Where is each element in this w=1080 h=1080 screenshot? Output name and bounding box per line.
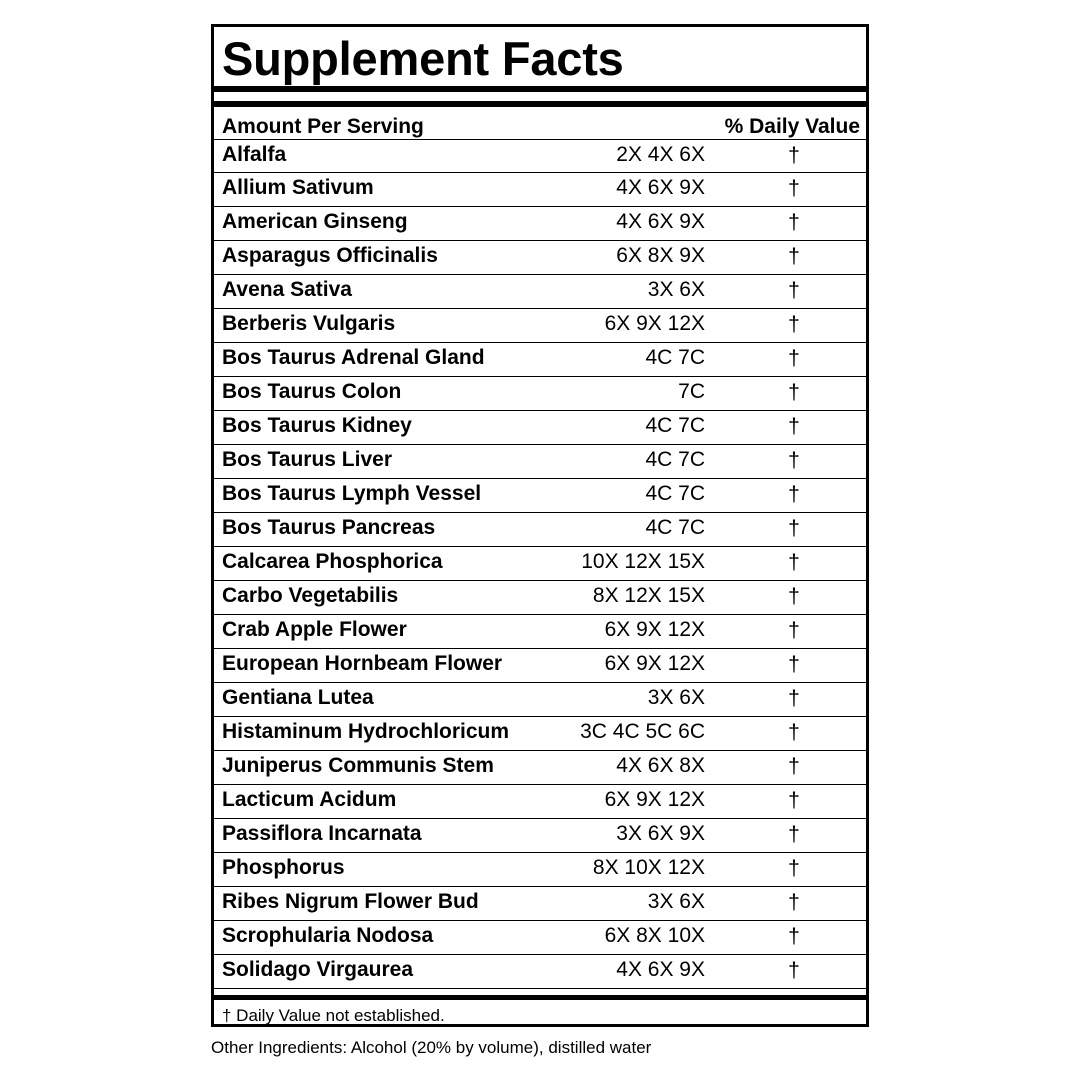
ingredient-name: American Ginseng [222,210,408,233]
ingredient-name: Bos Taurus Adrenal Gland [222,346,485,369]
ingredient-table [214,140,866,989]
ingredient-potency: 4C 7C [645,414,705,437]
ingredient-name: Bos Taurus Lymph Vessel [222,482,482,505]
ingredient-potency: 3X 6X [647,686,705,709]
ingredient-name: Allium Sativum [222,176,374,199]
table-row [214,309,866,343]
ingredient-name: Passiflora Incarnata [222,822,422,845]
daily-value-dagger: † [788,449,800,472]
daily-value-dagger: † [788,313,800,336]
daily-value-dagger: † [788,721,800,744]
ingredient-name: Avena Sativa [222,278,352,301]
thick-divider-bottom [214,995,866,1000]
ingredient-potency: 4X 6X 9X [616,958,705,981]
ingredient-potency: 6X 9X 12X [604,652,705,675]
ingredient-name: European Hornbeam Flower [222,652,503,675]
daily-value-dagger: † [788,619,800,642]
daily-value-dagger: † [788,789,800,812]
daily-value-dagger: † [788,891,800,914]
table-row [214,241,866,275]
daily-value-dagger: † [788,755,800,778]
daily-value-dagger: † [788,653,800,676]
table-row [214,717,866,751]
amount-per-serving-header: Amount Per Serving [222,115,424,138]
ingredient-potency: 3C 4C 5C 6C [580,720,705,743]
table-row [214,853,866,887]
ingredient-potency: 4C 7C [645,516,705,539]
ingredient-potency: 4C 7C [645,346,705,369]
ingredient-name: Berberis Vulgaris [222,312,396,335]
table-row [214,615,866,649]
table-row [214,955,866,989]
ingredient-name: Bos Taurus Liver [222,448,392,471]
daily-value-dagger: † [788,585,800,608]
table-row [214,785,866,819]
table-row [214,275,866,309]
supplement-facts-panel [211,24,869,1027]
ingredient-potency: 7C [678,380,705,403]
table-row [214,649,866,683]
ingredient-name: Carbo Vegetabilis [222,584,399,607]
daily-value-dagger: † [788,144,800,167]
column-header-row [214,107,866,140]
table-row [214,343,866,377]
daily-value-footnote: † Daily Value not established. [222,1006,445,1025]
daily-value-dagger: † [788,925,800,948]
table-row [214,751,866,785]
table-row [214,921,866,955]
ingredient-name: Histaminum Hydrochloricum [222,720,510,743]
ingredient-potency: 8X 12X 15X [592,584,705,607]
ingredient-potency: 6X 9X 12X [604,312,705,335]
daily-value-dagger: † [788,551,800,574]
ingredient-name: Ribes Nigrum Flower Bud [222,890,479,913]
table-row [214,207,866,241]
ingredient-name: Crab Apple Flower [222,618,407,641]
thick-divider-top [214,86,866,92]
table-row [214,377,866,411]
table-row [214,513,866,547]
daily-value-dagger: † [788,177,800,200]
ingredient-name: Alfalfa [222,143,287,166]
daily-value-dagger: † [788,415,800,438]
table-row [214,683,866,717]
other-ingredients: Other Ingredients: Alcohol (20% by volume), distilled water [211,1038,652,1057]
ingredient-name: Bos Taurus Colon [222,380,402,403]
ingredient-potency: 3X 6X 9X [616,822,705,845]
ingredient-name: Scrophularia Nodosa [222,924,434,947]
daily-value-dagger: † [788,245,800,268]
ingredient-name: Phosphorus [222,856,345,879]
ingredient-name: Juniperus Communis Stem [222,754,494,777]
table-row [214,173,866,207]
ingredient-potency: 8X 10X 12X [592,856,705,879]
ingredient-potency: 4X 6X 9X [616,210,705,233]
ingredient-potency: 6X 9X 12X [604,618,705,641]
daily-value-dagger: † [788,347,800,370]
daily-value-dagger: † [788,857,800,880]
ingredient-name: Bos Taurus Kidney [222,414,412,437]
table-row [214,581,866,615]
daily-value-dagger: † [788,823,800,846]
ingredient-name: Solidago Virgaurea [222,958,413,981]
table-row [214,819,866,853]
ingredient-potency: 4X 6X 9X [616,176,705,199]
daily-value-dagger: † [788,211,800,234]
daily-value-header: % Daily Value [724,115,860,138]
ingredient-potency: 6X 9X 12X [604,788,705,811]
daily-value-dagger: † [788,959,800,982]
ingredient-name: Asparagus Officinalis [222,244,438,267]
ingredient-name: Bos Taurus Pancreas [222,516,436,539]
ingredient-name: Gentiana Lutea [222,686,374,709]
ingredient-name: Calcarea Phosphorica [222,550,443,573]
table-row [214,445,866,479]
daily-value-dagger: † [788,517,800,540]
ingredient-potency: 4C 7C [645,448,705,471]
ingredient-potency: 4X 6X 8X [616,754,705,777]
ingredient-potency: 3X 6X [647,890,705,913]
ingredient-potency: 2X 4X 6X [616,143,705,166]
ingredient-potency: 6X 8X 9X [616,244,705,267]
table-row [214,411,866,445]
daily-value-dagger: † [788,483,800,506]
daily-value-dagger: † [788,687,800,710]
table-row [214,140,866,173]
table-row [214,479,866,513]
ingredient-potency: 6X 8X 10X [604,924,705,947]
panel-title: Supplement Facts [222,32,624,85]
daily-value-dagger: † [788,279,800,302]
ingredient-potency: 3X 6X [647,278,705,301]
ingredient-potency: 10X 12X 15X [581,550,705,573]
daily-value-dagger: † [788,381,800,404]
ingredient-potency: 4C 7C [645,482,705,505]
table-row [214,887,866,921]
table-row [214,547,866,581]
ingredient-name: Lacticum Acidum [222,788,397,811]
